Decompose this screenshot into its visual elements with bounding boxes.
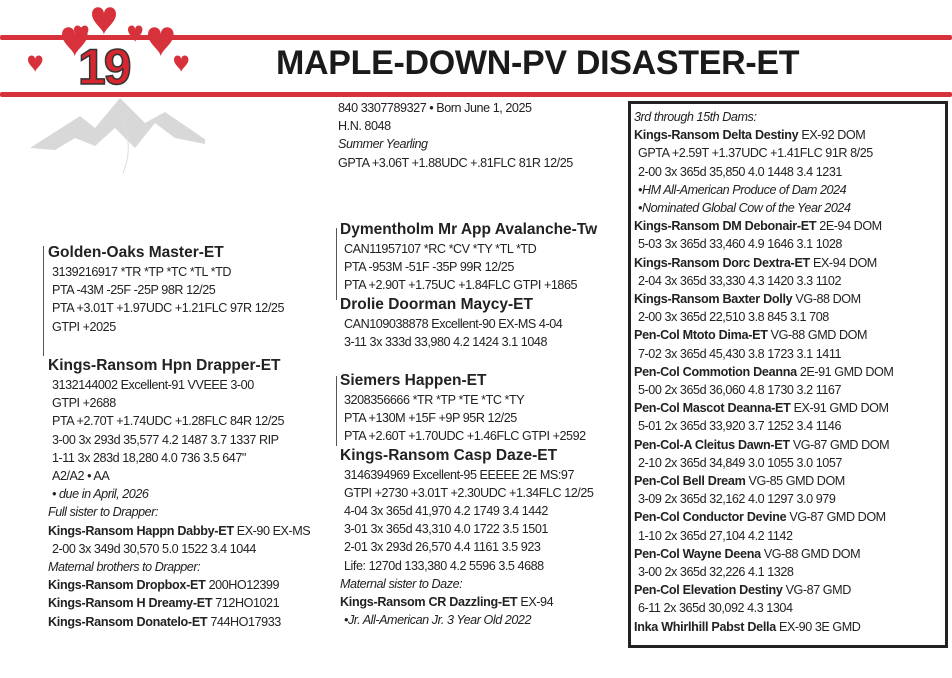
info-line: Maternal brothers to Drapper: xyxy=(48,560,201,575)
classification: EX-90 EX-MS xyxy=(233,523,311,538)
sires-sire xyxy=(48,243,284,336)
info-line: 5-00 2x 365d 36,060 4.8 1730 3.2 1167 xyxy=(638,383,841,398)
lot-number: 19 xyxy=(78,39,130,95)
info-line: PTA -953M -51F -35P 99R 12/25 xyxy=(344,260,514,275)
info-line: •HM All-American Produce of Dam 2024 xyxy=(638,182,847,197)
info-line: 4-04 3x 365d 41,970 4.2 1749 3.4 1442 xyxy=(344,504,548,519)
dam-entry xyxy=(634,399,893,417)
info-line: 2-10 2x 365d 34,849 3.0 1055 3.0 1057 xyxy=(638,455,842,470)
classification: 712HO1021 xyxy=(212,596,280,611)
classification: VG-85 GMD DOM xyxy=(745,474,845,489)
animal-name: Pen-Col Bell Dream xyxy=(634,474,746,489)
info-line: PTA +130M +15F +9P 95R 12/25 xyxy=(344,411,517,426)
classification: EX-94 DOM xyxy=(809,255,877,270)
info-line: Full sister to Drapper: xyxy=(48,505,159,520)
animal-name: Kings-Ransom Delta Destiny xyxy=(634,128,799,143)
classification: 744HO17933 xyxy=(207,614,281,629)
info-line: 3-01 3x 365d 43,310 4.0 1722 3.5 1501 xyxy=(344,522,548,537)
info-line: GPTA +2.59T +1.37UDC +1.41FLC 91R 8/25 xyxy=(638,146,873,161)
dam-entry xyxy=(634,436,893,454)
animal-name: Kings-Ransom Dorc Dextra-ET xyxy=(634,255,810,270)
info-line: 6-11 2x 365d 30,092 4.3 1304 xyxy=(638,601,793,616)
info-line: 1-10 2x 365d 27,104 4.2 1142 xyxy=(638,528,793,543)
dam-entry xyxy=(48,613,310,631)
dams-sire xyxy=(340,220,597,351)
dam-entry xyxy=(634,508,893,526)
dam-entry xyxy=(634,217,893,235)
animal-name: Pen-Col Mtoto Dima-ET xyxy=(634,328,768,343)
info-line: 3146394969 Excellent-95 EEEEE 2E MS:97 xyxy=(344,467,575,482)
info-line: A2/A2 • AA xyxy=(52,469,110,484)
animal-name: Kings-Ransom Hpn Drapper-ET xyxy=(48,357,281,374)
info-line: 2-00 3x 349d 30,570 5.0 1522 3.4 1044 xyxy=(52,541,256,556)
info-line: GPTA +3.06T +1.88UDC +.81FLC 81R 12/25 xyxy=(338,155,573,170)
classification: EX-90 3E GMD xyxy=(775,619,861,634)
dam-entry xyxy=(634,618,893,636)
animal-name: Pen-Col Elevation Destiny xyxy=(634,583,783,598)
dam-entry xyxy=(340,593,593,611)
classification: VG-88 DOM xyxy=(792,292,861,307)
animal-name: Kings-Ransom CR Dazzling-ET xyxy=(340,595,518,610)
classification: VG-87 GMD DOM xyxy=(789,437,890,452)
classification: VG-87 GMD xyxy=(782,583,851,598)
info-line: 3-11 3x 333d 33,980 4.2 1424 3.1 1048 xyxy=(344,334,547,349)
info-line: Life: 1270d 133,380 4.2 5596 3.5 4688 xyxy=(344,558,544,573)
info-line: 2-04 3x 365d 33,330 4.3 1420 3.3 1102 xyxy=(638,273,841,288)
info-line: 2-01 3x 293d 26,570 4.4 1161 3.5 923 xyxy=(344,540,541,555)
info-line: PTA +2.90T +1.75UC +1.84FLC GTPI +1865 xyxy=(344,278,578,293)
classification: EX-91 GMD DOM xyxy=(790,401,889,416)
dam-entry xyxy=(634,472,893,490)
info-line: GTPI +2025 xyxy=(52,319,116,334)
dams-list xyxy=(634,108,893,636)
classification: EX-94 xyxy=(517,595,554,610)
animal-name: Kings-Ransom Happn Dabby-ET xyxy=(48,523,234,538)
info-line: PTA +2.60T +1.70UDC +1.46FLC GTPI +2592 xyxy=(344,429,586,444)
info-line: 3-00 2x 365d 32,226 4.1 1328 xyxy=(638,565,794,580)
classification: VG-88 GMD DOM xyxy=(767,328,867,343)
animal-name: Kings-Ransom Dropbox-ET xyxy=(48,578,206,593)
header-bottom-rule xyxy=(0,92,952,97)
animal-name: Dymentholm Mr App Avalanche-Tw xyxy=(340,221,598,238)
info-line: PTA +2.70T +1.74UDC +1.28FLC 84R 12/25 xyxy=(52,414,285,429)
info-line: 3132144002 Excellent-91 VVEEE 3-00 xyxy=(52,378,254,392)
animal-name: Kings-Ransom Donatelo-ET xyxy=(48,614,208,629)
animal-name: Inka Whirlhill Pabst Della xyxy=(634,619,776,634)
dam-entry xyxy=(634,363,893,381)
dam-entry xyxy=(48,594,310,612)
animal-name: Kings-Ransom Baxter Dolly xyxy=(634,292,793,307)
info-line: 840 3307789327 • Born June 1, 2025 xyxy=(338,101,532,115)
dam-entry xyxy=(48,522,310,540)
animal-name: Siemers Happen-ET xyxy=(340,372,487,389)
classification: 2E-91 GMD DOM xyxy=(796,364,894,379)
dam-info xyxy=(340,371,593,629)
info-line: 3208356666 *TR *TP *TE *TC *TY xyxy=(344,393,525,407)
pedigree-bracket xyxy=(336,376,337,446)
animal-name: Pen-Col Commotion Deanna xyxy=(634,364,797,379)
animal-name: Kings-Ransom DM Debonair-ET xyxy=(634,219,817,234)
animal-name: Kings-Ransom Casp Daze-ET xyxy=(340,446,558,464)
animal-name: Pen-Col Conductor Devine xyxy=(634,510,787,525)
info-line: Summer Yearling xyxy=(338,137,428,152)
info-line: •Nominated Global Cow of the Year 2024 xyxy=(638,201,851,216)
pedigree-bracket xyxy=(336,228,337,300)
info-line: • due in April, 2026 xyxy=(52,487,149,502)
info-line: 3rd through 15th Dams: xyxy=(634,110,757,124)
dam-entry xyxy=(634,126,893,144)
animal-name: Golden-Oaks Master-ET xyxy=(48,244,224,261)
dam-entry xyxy=(634,290,893,308)
classification: VG-88 GMD DOM xyxy=(760,546,861,561)
info-line: CAN109038878 Excellent-90 EX-MS 4-04 xyxy=(344,316,563,331)
info-line: H.N. 8048 xyxy=(338,119,391,134)
info-line: 5-01 2x 365d 33,920 3.7 1252 3.4 1146 xyxy=(638,419,841,434)
animal-name: Kings-Ransom H Dreamy-ET xyxy=(48,596,213,611)
animal-name: Drolie Doorman Maycy-ET xyxy=(340,295,533,313)
sire-dam xyxy=(48,356,310,631)
info-line: 3-00 3x 293d 35,577 4.2 1487 3.7 1337 RIP xyxy=(52,432,279,447)
info-line: 2-00 3x 365d 22,510 3.8 845 3.1 708 xyxy=(638,310,829,325)
classification: EX-92 DOM xyxy=(798,128,866,143)
info-line: •Jr. All-American Jr. 3 Year Old 2022 xyxy=(344,613,532,628)
info-line: 5-03 3x 365d 33,460 4.9 1646 3.1 1028 xyxy=(638,237,842,252)
info-line: GTPI +2688 xyxy=(52,396,116,411)
animal-name: Pen-Col-A Cleitus Dawn-ET xyxy=(634,437,790,452)
animal-name: Pen-Col Mascot Deanna-ET xyxy=(634,401,791,416)
dam-entry xyxy=(634,545,893,563)
dam-entry xyxy=(48,576,310,594)
info-line: Maternal sister to Daze: xyxy=(340,576,463,591)
info-line: CAN11957107 *RC *CV *TY *TL *TD xyxy=(344,242,537,256)
info-line: 2-00 3x 365d 35,850 4.0 1448 3.4 1231 xyxy=(638,164,842,179)
info-line: PTA -43M -25F -25P 98R 12/25 xyxy=(52,283,216,298)
dam-entry xyxy=(634,254,893,272)
classification: 2E-94 DOM xyxy=(816,219,882,234)
info-line: 3139216917 *TR *TP *TC *TL *TD xyxy=(52,265,231,279)
info-line: GTPI +2730 +3.01T +2.30UDC +1.34FLC 12/25 xyxy=(344,485,594,500)
dam-entry xyxy=(634,581,893,599)
pedigree-bracket xyxy=(43,246,44,356)
info-line: 7-02 3x 365d 45,430 3.8 1723 3.1 1411 xyxy=(638,346,841,361)
info-line: 1-11 3x 283d 18,280 4.0 736 3.5 647" xyxy=(52,450,246,465)
animal-name: Pen-Col Wayne Deena xyxy=(634,546,761,561)
info-line: PTA +3.01T +1.97UDC +1.21FLC 97R 12/25 xyxy=(52,301,285,316)
mountain-logo-icon xyxy=(25,98,205,178)
classification: VG-87 GMD DOM xyxy=(786,510,886,525)
info-line: 3-09 2x 365d 32,162 4.0 1297 3.0 979 xyxy=(638,492,836,507)
dam-entry xyxy=(634,326,893,344)
animal-info xyxy=(334,99,573,172)
classification: 200HO12399 xyxy=(205,578,280,593)
animal-name-title: MAPLE-DOWN-PV DISASTER-ET xyxy=(276,44,800,82)
